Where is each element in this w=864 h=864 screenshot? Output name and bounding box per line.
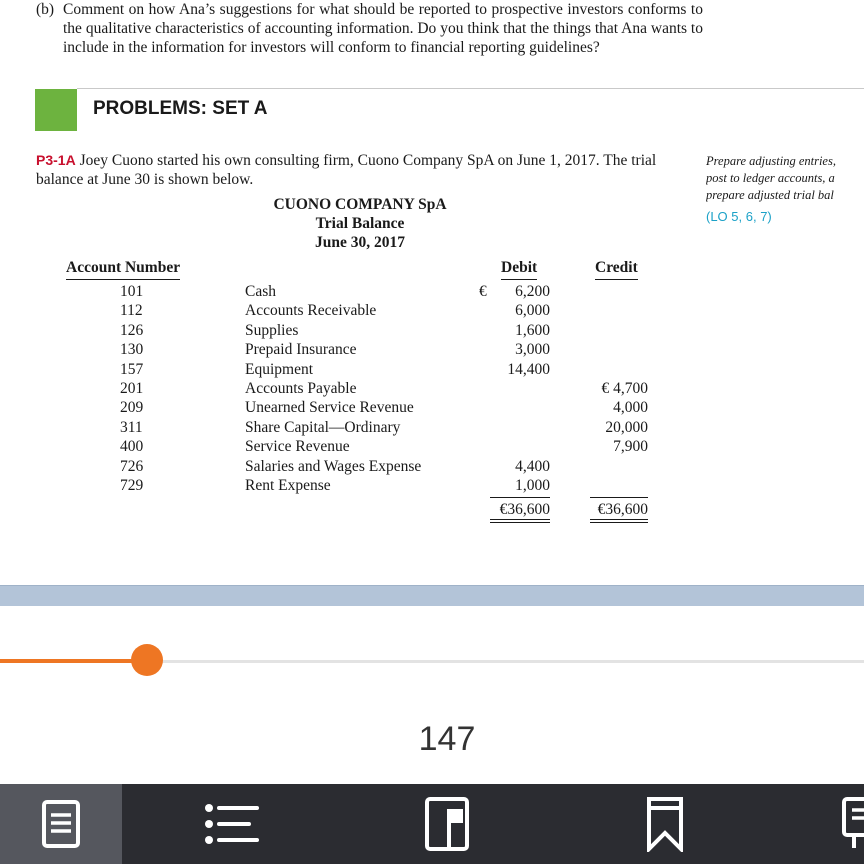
debit-total: €36,600 <box>499 501 550 518</box>
account-number: 130 <box>120 341 144 359</box>
learning-objectives: (LO 5, 6, 7) <box>706 209 772 224</box>
account-number: 126 <box>120 321 144 339</box>
account-name: Prepaid Insurance <box>245 341 357 359</box>
header-credit: Credit <box>595 258 638 277</box>
problem-intro <box>36 151 696 189</box>
debit-amount: 1,000 <box>515 477 550 494</box>
debit-currency-symbol: € <box>479 283 487 300</box>
margin-note-line-1: Prepare adjusting entries, <box>706 154 836 168</box>
debit-double-rule <box>490 519 550 523</box>
account-number: 729 <box>120 477 144 494</box>
notes-icon <box>830 796 864 852</box>
account-name: Service Revenue <box>245 438 350 456</box>
page-number: 147 <box>418 720 476 758</box>
page-layout-button[interactable] <box>392 784 502 864</box>
account-number: 400 <box>120 438 144 456</box>
credit-total: €36,600 <box>597 501 648 518</box>
margin-note-line-2: post to ledger accounts, a <box>706 171 835 185</box>
account-name: Rent Expense <box>245 477 331 494</box>
account-number: 201 <box>120 380 144 397</box>
problem-intro-text: Joey Cuono started his own consulting firm, Cuono Company SpA on June 1, 2017. The trial balance at June 30 is shown below. <box>36 152 657 188</box>
account-name: Salaries and Wages Expense <box>245 457 422 475</box>
table-of-contents-button[interactable] <box>176 784 286 864</box>
page-layout-icon <box>424 796 470 852</box>
statement-heading <box>230 195 490 252</box>
page-view-button[interactable] <box>0 784 122 864</box>
page-bottom-bar <box>0 585 864 606</box>
header-debit: Debit <box>501 258 537 277</box>
statement-title: Trial Balance <box>315 215 405 232</box>
bottom-toolbar <box>0 784 864 864</box>
table-of-contents-icon <box>203 801 259 847</box>
account-name: Unearned Service Revenue <box>245 399 414 417</box>
account-name: Cash <box>245 283 276 300</box>
margin-note <box>706 153 864 225</box>
bookmark-icon <box>645 796 685 852</box>
debit-amount: 6,200 <box>515 283 550 300</box>
progress-fill <box>0 659 147 663</box>
account-number: 209 <box>120 399 144 417</box>
company-name: CUONO COMPANY SpA <box>273 196 447 213</box>
credit-double-rule <box>590 519 648 523</box>
credit-amount: 4,000 <box>613 399 648 417</box>
credit-amount: 20,000 <box>605 418 648 436</box>
credit-total-rule <box>590 497 648 498</box>
notes-button[interactable] <box>830 784 864 864</box>
section-accent-block <box>35 89 77 131</box>
statement-date: June 30, 2017 <box>315 234 405 251</box>
section-divider <box>77 88 864 89</box>
account-number: 157 <box>120 360 144 378</box>
debit-amount: 6,000 <box>515 302 550 320</box>
credit-amount: 7,900 <box>613 438 648 456</box>
account-number: 726 <box>120 457 144 475</box>
problem-code: P3-1A <box>36 152 76 168</box>
debit-amount: 14,400 <box>507 360 550 378</box>
header-account-number: Account Number <box>66 258 180 277</box>
page-view-icon <box>41 799 81 849</box>
debit-amount: 1,600 <box>515 321 550 339</box>
progress-slider-handle[interactable] <box>131 644 163 676</box>
account-name: Accounts Receivable <box>245 302 377 320</box>
account-number: 112 <box>120 302 143 320</box>
question-text: Comment on how Ana’s suggestions for what should be reported to prospective investors conforms to the qualitative characteristics of accounting information. Do you think that the things that Ana wants to include in the information for investors will conform to financial reporting guidelines? <box>63 1 703 56</box>
account-name: Accounts Payable <box>245 380 357 397</box>
debit-amount: 3,000 <box>515 341 550 359</box>
account-number: 311 <box>120 418 143 436</box>
account-number: 101 <box>120 283 144 300</box>
section-title: PROBLEMS: SET A <box>93 98 268 119</box>
account-name: Share Capital—Ordinary <box>245 418 401 436</box>
question-label: (b) <box>36 1 55 18</box>
account-name: Equipment <box>245 360 314 378</box>
margin-note-line-3: prepare adjusted trial bal <box>706 188 834 202</box>
credit-amount: € 4,700 <box>601 380 648 397</box>
debit-total-rule <box>490 497 550 498</box>
bookmark-button[interactable] <box>610 784 720 864</box>
debit-amount: 4,400 <box>515 457 550 475</box>
account-name: Supplies <box>245 321 299 339</box>
